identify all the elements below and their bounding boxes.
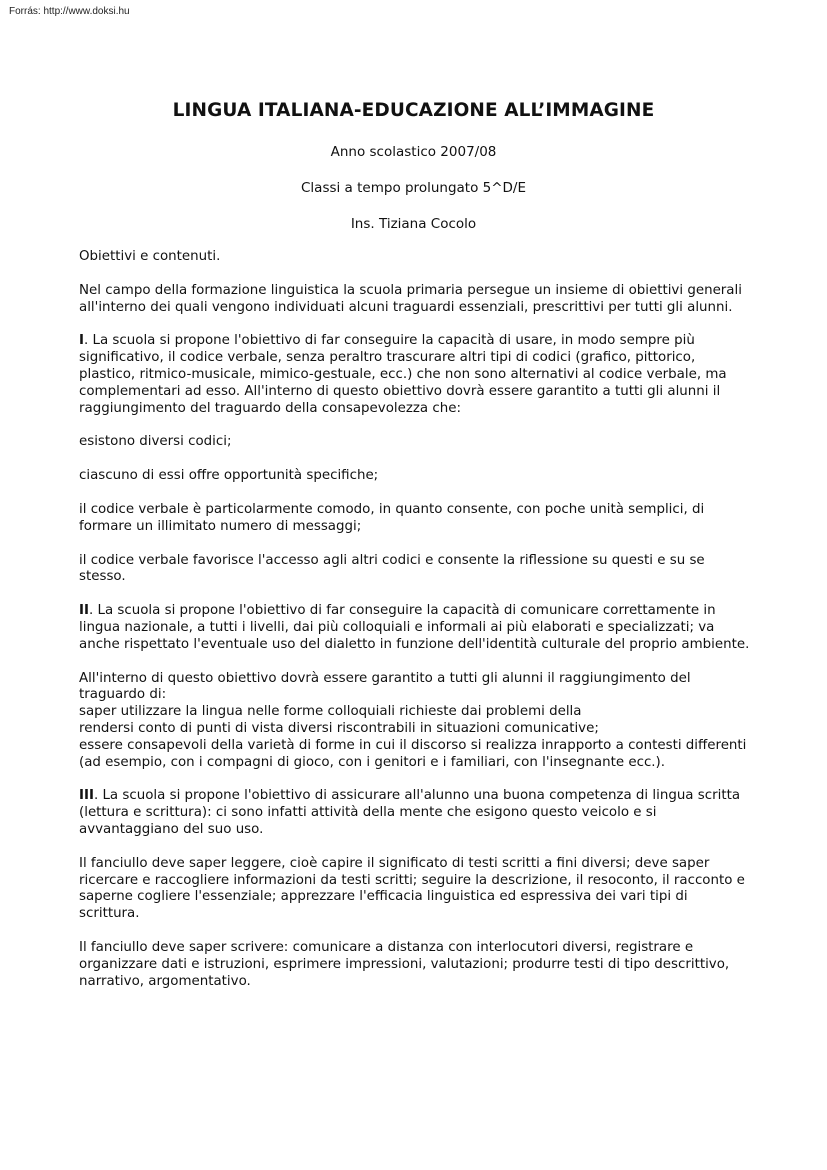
list-item: il codice verbale favorisce l'accesso agli altri codici e consente la riflessione su questi e su se stesso. — [79, 552, 705, 585]
list-item: esistono diversi codici; — [79, 434, 232, 450]
detail-line: rendersi conto di punti di vista diversi riscontrabili in situazioni comunicative; — [79, 720, 599, 736]
objective-2-text: . La scuola si propone l'obiettivo di far conseguire la capacità di comunicare correttamente in lingua nazionale, a tutti i livelli, dai più colloquiali e informali ai più elaborati e specializzati; va anche rispettato l'eventuale uso del dialetto in funzione dell'identità culturale del proprio ambiente. — [79, 603, 750, 652]
objective-3-number: III — [79, 788, 94, 804]
school-year: Anno scolastico 2007/08 — [330, 144, 497, 160]
objective-3-text: . La scuola si propone l'obiettivo di assicurare all'alunno una buona competenza di lingua scritta (lettura e scrittura): ci sono infatti attività della mente che esigono questo veicolo e si avvantaggiano del suo uso. — [79, 788, 741, 837]
document-body — [79, 249, 751, 1007]
objective-2-detail — [79, 671, 751, 772]
list-item: ciascuno di essi offre opportunità specifiche; — [79, 468, 379, 484]
objective-3-paragraph — [79, 788, 751, 838]
writing-paragraph: Il fanciullo deve saper scrivere: comunicare a distanza con interlocutori diversi, registrare e organizzare dati e istruzioni, esprimere impressioni, valutazioni; produrre testi di tipo descrittivo, narrativo, argomentativo. — [79, 939, 730, 989]
objective-1-paragraph — [79, 333, 751, 417]
detail-line: All'interno di questo obiettivo dovrà essere garantito a tutti gli alunni il raggiungimento del traguardo di: — [79, 670, 691, 703]
teacher-name: Ins. Tiziana Cocolo — [350, 216, 477, 232]
objective-2-number: II — [79, 603, 89, 619]
objective-1-text: . La scuola si propone l'obiettivo di far conseguire la capacità di usare, in modo sempre più significativo, il codice verbale, senza peraltro trascurare altri tipi di codici (grafico, pittorico, plastico, ritmico-musicale, mimico-gestuale, ecc.) che non sono alternativi al codice verbale, ma complementari ad esso. All'interno di questo obiettivo dovrà essere garantito a tutti gli alunni il raggiungimento del traguardo della consapevolezza che: — [79, 333, 727, 416]
class-info: Classi a tempo prolungato 5^D/E — [301, 180, 526, 196]
section-heading: Obiettivi e contenuti. — [79, 249, 221, 264]
intro-paragraph: Nel campo della formazione linguistica la scuola primaria persegue un insieme di obiettivi generali all'interno dei quali vengono individuati alcuni traguardi essenziali, prescrittivi per tutti gli alunni. — [79, 282, 742, 315]
detail-line: saper utilizzare la lingua nelle forme colloquiali richieste dai problemi della — [79, 704, 582, 720]
objective-2-paragraph — [79, 603, 751, 653]
reading-paragraph: Il fanciullo deve saper leggere, cioè capire il significato di testi scritti a fini diversi; deve saper ricercare e raccogliere informazioni da testi scritti; seguire la descrizione, il resoconto, il racconto e saperne cogliere l'essenziale; apprezzare l'efficacia linguistica ed espressiva dei vari tipi di scrittura. — [79, 855, 745, 922]
source-url: Forrás: http://www.doksi.hu — [9, 6, 130, 17]
objective-1-number: I — [79, 333, 84, 349]
page-title: LINGUA ITALIANA-EDUCAZIONE ALL’IMMAGINE — [172, 100, 655, 121]
list-item: il codice verbale è particolarmente comodo, in quanto consente, con poche unità semplici, di formare un illimitato numero di messaggi; — [79, 501, 705, 534]
detail-line: essere consapevoli della varietà di forme in cui il discorso si realizza inrapporto a contesti differenti (ad esempio, con i compagni di gioco, con i genitori e i familiari, con l'insegnante ecc.). — [79, 737, 747, 770]
